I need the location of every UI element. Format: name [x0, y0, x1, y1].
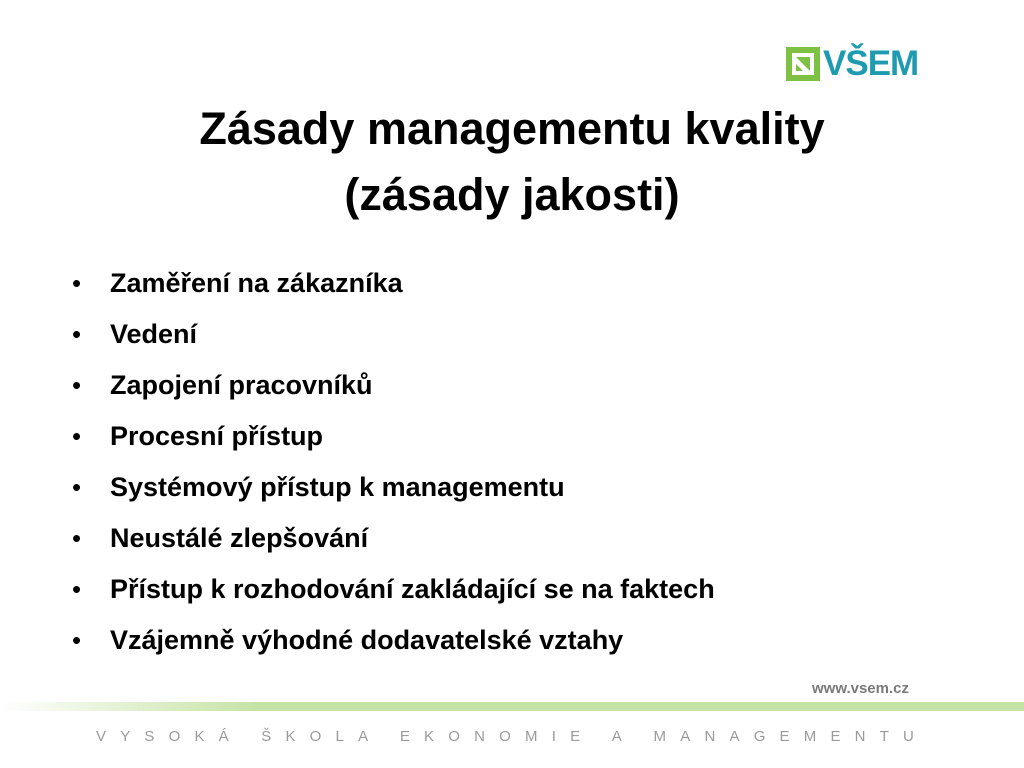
- bullet-text: Zapojení pracovníků: [110, 370, 373, 400]
- bullet-icon: •: [72, 523, 82, 553]
- bullet-item: [72, 564, 715, 615]
- bullet-icon: •: [72, 472, 82, 502]
- bullet-item: [72, 360, 715, 411]
- bullet-text: Vzájemně výhodné dodavatelské vztahy: [110, 625, 624, 655]
- slide-title-line-1: Zásady managementu kvality: [199, 103, 825, 154]
- bullet-text: Procesní přístup: [110, 421, 324, 451]
- bullet-icon: •: [72, 421, 82, 451]
- footer-band: [0, 702, 1024, 711]
- vsem-logo: [786, 44, 918, 84]
- vsem-logo-text: VŠEM: [823, 44, 919, 83]
- bullet-icon: •: [72, 319, 82, 349]
- vsem-logo-mark-icon: [786, 47, 820, 81]
- bullet-item: [72, 513, 715, 564]
- slide-title-line-2: (zásady jakosti): [344, 169, 680, 220]
- footer-url: www.vsem.cz: [812, 680, 909, 697]
- bullet-text: Přístup k rozhodování zakládající se na faktech: [110, 574, 715, 604]
- bullet-text: Systémový přístup k managementu: [110, 472, 565, 502]
- bullet-item: [72, 462, 715, 513]
- bullet-item: [72, 411, 715, 462]
- bullet-text: Neustálé zlepšování: [110, 523, 369, 553]
- bullet-item: [72, 615, 715, 666]
- bullet-text: Zaměření na zákazníka: [110, 268, 403, 298]
- bullet-item: [72, 258, 715, 309]
- footer-school-name: VYSOKÁ ŠKOLA EKONOMIE A MANAGEMENTU: [96, 728, 929, 745]
- bullet-list: [72, 258, 715, 666]
- bullet-item: [72, 309, 715, 360]
- bullet-text: Vedení: [110, 319, 198, 349]
- bullet-icon: •: [72, 370, 82, 400]
- slide-title: [90, 96, 934, 228]
- bullet-icon: •: [72, 268, 82, 298]
- bullet-icon: •: [72, 625, 82, 655]
- bullet-icon: •: [72, 574, 82, 604]
